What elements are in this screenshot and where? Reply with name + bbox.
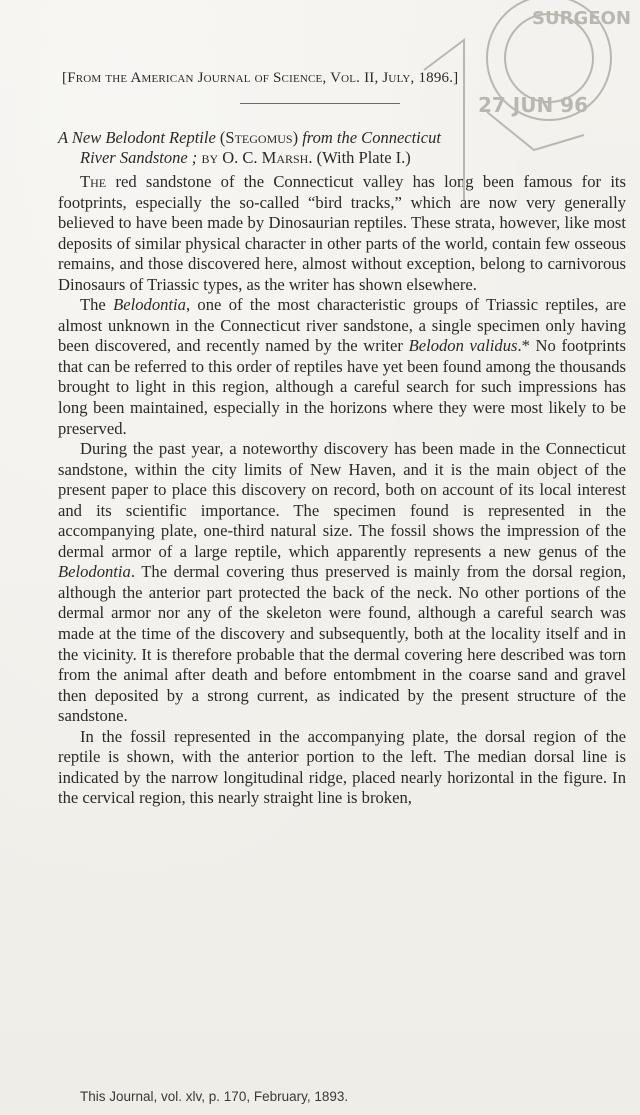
source-month: July, xyxy=(382,70,415,86)
italic-run: Belodontia xyxy=(58,562,131,582)
stamp-inner-ring xyxy=(505,14,593,102)
body-paragraph xyxy=(58,295,626,439)
stamp-outer-ring xyxy=(487,0,611,120)
text-run: red sandstone of the Connecticut valley has long been famous for its footprints, especially the so-called “bird tracks,” which are now very generally believed to have been made by Dinosaurian reptiles. These strata, however, like most deposits of similar physical character in other parts of the world, contain few osseous remains, and those discovered here, almost without exception, belong to carnivorous Dinosaurs of Triassic types, as the writer has shown elsewhere. xyxy=(58,172,626,294)
body-paragraph xyxy=(58,439,626,727)
title-author: by O. C. Marsh. xyxy=(201,148,313,167)
text-run: In the fossil represented in the accompanying plate, the dorsal region of the reptile is shown, with the anterior portion to the left. The median dorsal line is indicated by the narrow longitudinal ridge, placed nearly horizontal in the figure. In the cervical region, this nearly straight line is broken, xyxy=(58,726,626,808)
stamp-date: 27 JUN 96 xyxy=(478,93,589,117)
title-river: River Sandstone ; xyxy=(80,148,198,167)
article-title xyxy=(58,128,638,168)
text-run: . The dermal covering thus preserved is mainly from the dorsal region, although the anterior part protected the back of the neck. No other portions of the dermal armor nor any of the skeleton were found, although a careful search was made at the time of the discovery and subsequently, both at the locality itself and in the vicinity. It is therefore probable that the dermal covering here described was torn from the animal after death and before entombment in the coarse sand and gravel then deposited by a strong current, as indicated by the present structure of the sandstone. xyxy=(58,562,626,726)
text-run: The xyxy=(80,295,114,315)
source-year: 1896.] xyxy=(418,70,459,86)
italic-run: Belodontia xyxy=(113,295,186,315)
bracket: [ xyxy=(62,70,68,86)
article-body xyxy=(58,172,626,809)
title-genus: (Stegomus) xyxy=(219,128,299,147)
text-run: During the past year, a noteworthy discovery has been made in the Connecticut sandstone, within the city limits of New Haven, and it is the main object of the present paper to place this discovery on record, both on account of its local interest and its scientific importance. The specimen found is represented in the accompanying plate, one-third natural size. The fossil shows the impression of the dermal armor of a large reptile, which apparently represents a new genus of the xyxy=(58,439,626,561)
footnote: This Journal, vol. xlv, p. 170, February, 1893. xyxy=(80,1089,349,1104)
body-paragraph xyxy=(58,172,626,295)
source-citation: From the American Journal of Science, Vol. II, xyxy=(67,70,379,86)
source-header xyxy=(62,70,458,87)
header-rule xyxy=(240,103,400,104)
italic-run: Belodon validus xyxy=(408,336,518,356)
title-plate: (With Plate I.) xyxy=(316,148,411,167)
text-run: .* No footprints that can be referred to this order of reptiles have yet been found among the thousands brought to light in this region, although a careful search for such impressions has long been maintained, especially in the horizons where they were most likely to be preserved. xyxy=(58,336,626,438)
text-run: The xyxy=(80,172,107,191)
stamp-top-text: SURGEON xyxy=(532,8,631,29)
title-italic: A New Belodont Reptile xyxy=(58,128,216,147)
title-from: from the Connecticut xyxy=(302,128,441,147)
body-paragraph xyxy=(58,727,626,809)
text-run: , one of the most characteristic groups of Triassic reptiles, are almost unknown in the Connecticut river sandstone, a single specimen only having been discovered, and recently named by the writer xyxy=(58,295,626,356)
